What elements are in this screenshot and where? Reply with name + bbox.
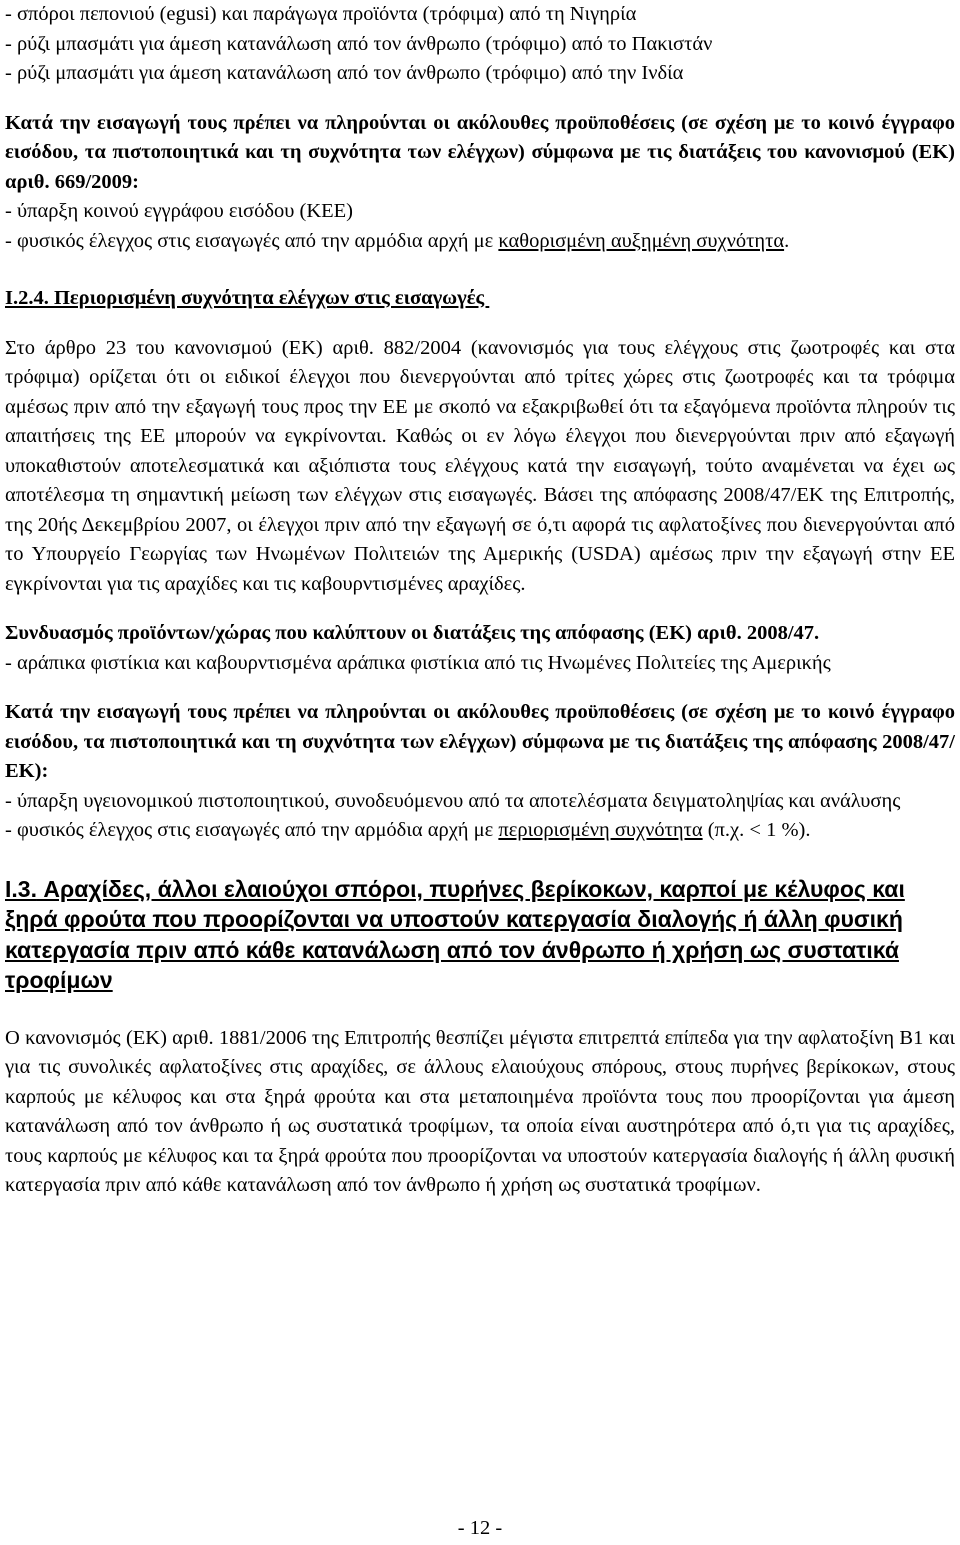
conditions-heading: Κατά την εισαγωγή τους πρέπει να πληρούνται οι ακόλουθες προϋποθέσεις (σε σχέση με το κοινό έγγραφο εισόδου, τα πιστοποιητικά και τη συχνότητα των ελέγχων) σύμφωνα με τις διατάξεις του κανονισμού (ΕΚ) αριθ. 669/2009: xyxy=(5,111,955,193)
section-paragraph: Στο άρθρο 23 του κανονισμού (ΕΚ) αριθ. 882/2004 (κανονισμός για τους ελέγχους στις ζωοτροφές και στα τρόφιμα) ορίζεται ότι οι ειδικοί έλεγχοι που διενεργούνται από τρίτες χώρες στις ζωοτροφές και τα τρόφιμα αμέσως πριν από την εξαγωγή τους προς την ΕΕ με σκοπό να εξακριβωθεί ότι τα εξαγόμενα προϊόντα πληρούν τις απαιτήσεις της ΕΕ μπορούν να εγκρίνονται. Καθώς οι εν λόγω έλεγχοι που διενεργούνται πριν από εξαγωγή υποκαθιστούν αποτελεσματικά και αξιόπιστα τους ελέγχους κατά την εισαγωγή, τούτο αναμένεται να έχει ως αποτέλεσμα τη σημαντική μείωση των ελέγχων στις εισαγωγές. Βάσει της απόφασης 2008/47/ΕΚ της Επιτροπής, της 20ής Δεκεμβρίου 2007, οι έλεγχοι πριν από την εξαγωγή σε ό,τι αφορά τις αφλατοξίνες που διενεργούνται από το Υπουργείο Γεωργίας των Ηνωμένων Πολιτειών της Αμερικής (USDA) αμέσως πριν την εξαγωγή στην ΕΕ εγκρίνονται για τις αραχίδες και τις καβουρντισμένες αραχίδες. xyxy=(5,336,955,595)
products-heading: Συνδυασμός προϊόντων/χώρας που καλύπτουν οι διατάξεις της απόφασης (ΕΚ) αριθ. 2008/47. xyxy=(5,622,820,644)
list-item: - ύπαρξη υγειονομικού πιστοποιητικού, συνοδευόμενου από τα αποτελέσματα δειγματοληψίας και ανάλυσης xyxy=(5,789,901,812)
list-item: - αράπικα φιστίκια και καβουρντισμένα αράπικα φιστίκια από τις Ηνωμένες Πολιτείες της Αμερικής xyxy=(5,651,831,674)
section-1-3 xyxy=(5,874,955,1201)
page-number: - 12 - xyxy=(457,1517,503,1539)
underlined-frequency: περιορισμένη συχνότητα xyxy=(498,819,703,841)
list-item: - ρύζι μπασμάτι για άμεση κατανάλωση από τον άνθρωπο (τρόφιμο) από την Ινδία xyxy=(5,62,684,84)
conditions-block-1 xyxy=(5,109,955,257)
intro-list xyxy=(5,0,955,89)
section-heading xyxy=(5,874,955,996)
conditions-block-2 xyxy=(5,698,955,846)
list-item: - ύπαρξη κοινού εγγράφου εισόδου (ΚΕΕ) xyxy=(5,200,354,222)
section-title-text: Αραχίδες, άλλοι ελαιούχοι σπόροι, πυρήνες βερίκοκων, καρποί με κέλυφος και ξηρά φρούτα που προορίζονται να υποστούν κατεργασία διαλογής ή άλλη φυσική κατεργασία πριν από κάθε κατανάλωση από τον άνθρωπο ή χρήση ως συστατικά τροφίμων xyxy=(5,875,905,993)
list-item: - φυσικός έλεγχος στις εισαγωγές από την αρμόδια αρχή με περιορισμένη συχνότητα (π.χ. < 1 %). xyxy=(5,819,811,841)
list-item: - ρύζι μπασμάτι για άμεση κατανάλωση από τον άνθρωπο (τρόφιμο) από το Πακιστάν xyxy=(5,32,713,55)
products-block xyxy=(5,619,955,678)
conditions-heading: Κατά την εισαγωγή τους πρέπει να πληρούνται οι ακόλουθες προϋποθέσεις (σε σχέση με το κοινό έγγραφο εισόδου, τα πιστοποιητικά και τη συχνότητα των ελέγχων) σύμφωνα με τις διατάξεις της απόφασης 2008/47/ΕΚ): xyxy=(5,701,955,782)
section-number: I.3. xyxy=(5,875,37,902)
document-page xyxy=(5,0,955,1201)
underlined-frequency: καθορισμένη αυξημένη συχνότητα xyxy=(498,229,785,252)
section-paragraph: Ο κανονισμός (ΕΚ) αριθ. 1881/2006 της Επιτροπής θεσπίζει μέγιστα επιτρεπτά επίπεδα για την αφλατοξίνη Β1 και για τις συνολικές αφλατοξίνες στις αραχίδες, σε άλλους ελαιούχους σπόρους, στους πυρήνες βερίκοκων, στους καρπούς με κέλυφος και στα ξηρά φρούτα και στα μεταποιημένα προϊόντα τους που προορίζονται για άμεση κατανάλωση από τον άνθρωπο ή ως συστατικά τροφίμων, τα οποία είναι αυστηρότερα από ό,τι για τις αραχίδες, τους καρπούς με κέλυφος και τα ξηρά φρούτα που προορίζονται να υποστούν κατεργασία διαλογής ή άλλη φυσική κατεργασία πριν από κάθε κατανάλωση από τον άνθρωπο ή χρήση ως συστατικά τροφίμων. xyxy=(5,1026,955,1196)
list-item: - φυσικός έλεγχος στις εισαγωγές από την αρμόδια αρχή με καθορισμένη αυξημένη συχνότητα. xyxy=(5,229,790,252)
list-item: - σπόροι πεπονιού (egusi) και παράγωγα προϊόντα (τρόφιμα) από τη Νιγηρία xyxy=(5,3,637,25)
section-heading: I.2.4. Περιορισμένη συχνότητα ελέγχων στις εισαγωγές xyxy=(5,287,490,309)
section-1-2-4 xyxy=(5,284,955,599)
